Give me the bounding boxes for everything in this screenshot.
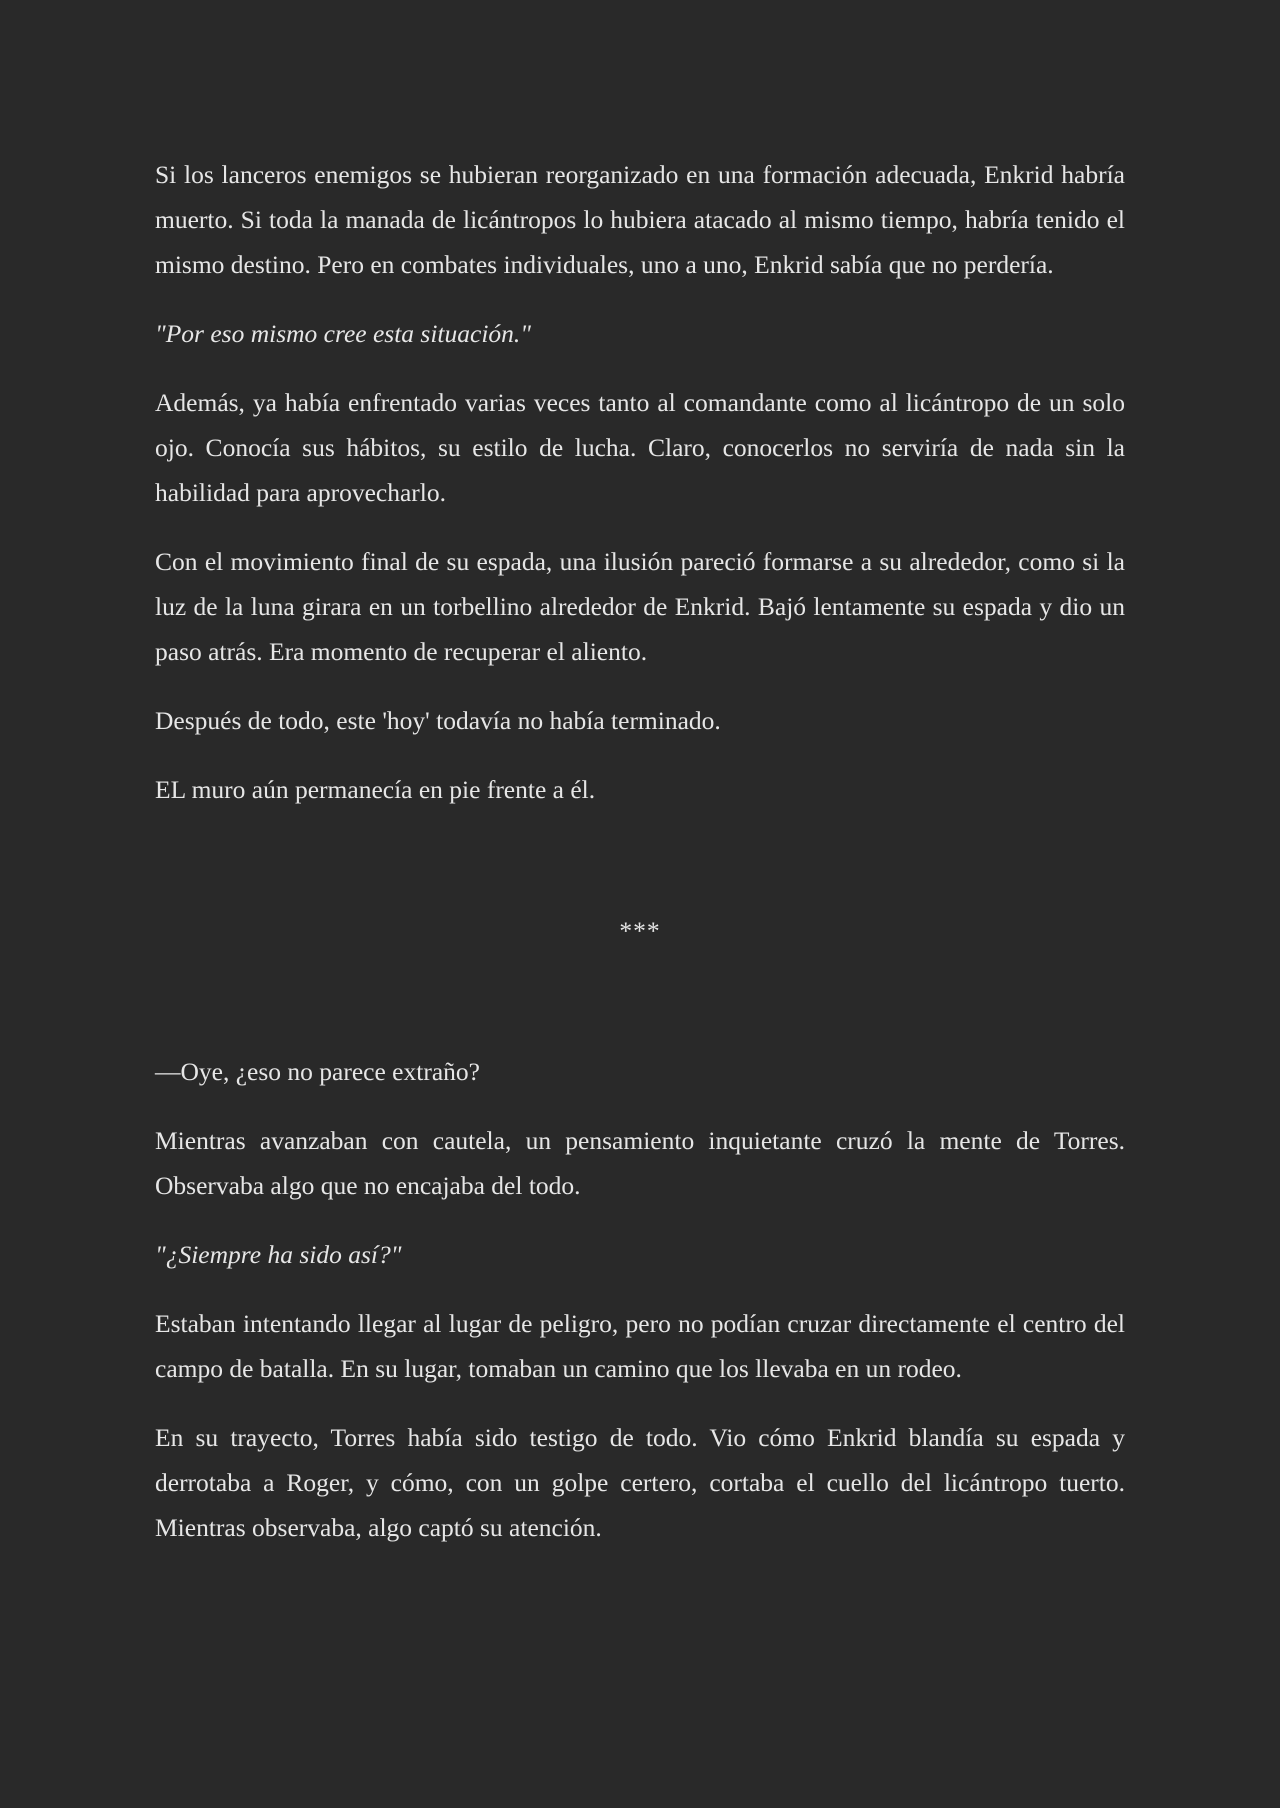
paragraph: Estaban intentando llegar al lugar de peligro, pero no podían cruzar directamente el centro del campo de batalla. En su lugar, tomaban un camino que los llevaba en un rodeo. — [155, 1309, 1125, 1383]
paragraph: Mientras avanzaban con cautela, un pensamiento inquietante cruzó la mente de Torres. Observaba algo que no encajaba del todo. — [155, 1126, 1125, 1200]
scene-separator: *** — [619, 916, 661, 945]
paragraph: Con el movimiento final de su espada, una ilusión pareció formarse a su alrededor, como si la luz de la luna girara en un torbellino alrededor de Enkrid. Bajó lentamente su espada y dio un paso atrás. Era momento de recuperar el aliento. — [155, 547, 1125, 666]
italic-thought: "¿Siempre ha sido así?" — [155, 1240, 402, 1269]
paragraph: Además, ya había enfrentado varias veces tanto al comandante como al licántropo de un solo ojo. Conocía sus hábitos, su estilo de lucha. Claro, conocerlos no serviría de nada sin la habilidad para aprovecharlo. — [155, 388, 1125, 507]
paragraph: Si los lanceros enemigos se hubieran reorganizado en una formación adecuada, Enkrid habría muerto. Si toda la manada de licántropos lo hubiera atacado al mismo tiempo, habría tenido el mismo destino. Pero en combates individuales, uno a uno, Enkrid sabía que no perdería. — [155, 160, 1125, 279]
paragraph: EL muro aún permanecía en pie frente a él. — [155, 775, 596, 804]
paragraph: Después de todo, este 'hoy' todavía no había terminado. — [155, 706, 721, 735]
paragraph: En su trayecto, Torres había sido testigo de todo. Vio cómo Enkrid blandía su espada y derrotaba a Roger, y cómo, con un golpe certero, cortaba el cuello del licántropo tuerto. Mientras observaba, algo captó su atención. — [155, 1423, 1125, 1542]
italic-thought: "Por eso mismo cree esta situación." — [155, 319, 532, 348]
paragraph: —Oye, ¿eso no parece extraño? — [155, 1057, 480, 1086]
